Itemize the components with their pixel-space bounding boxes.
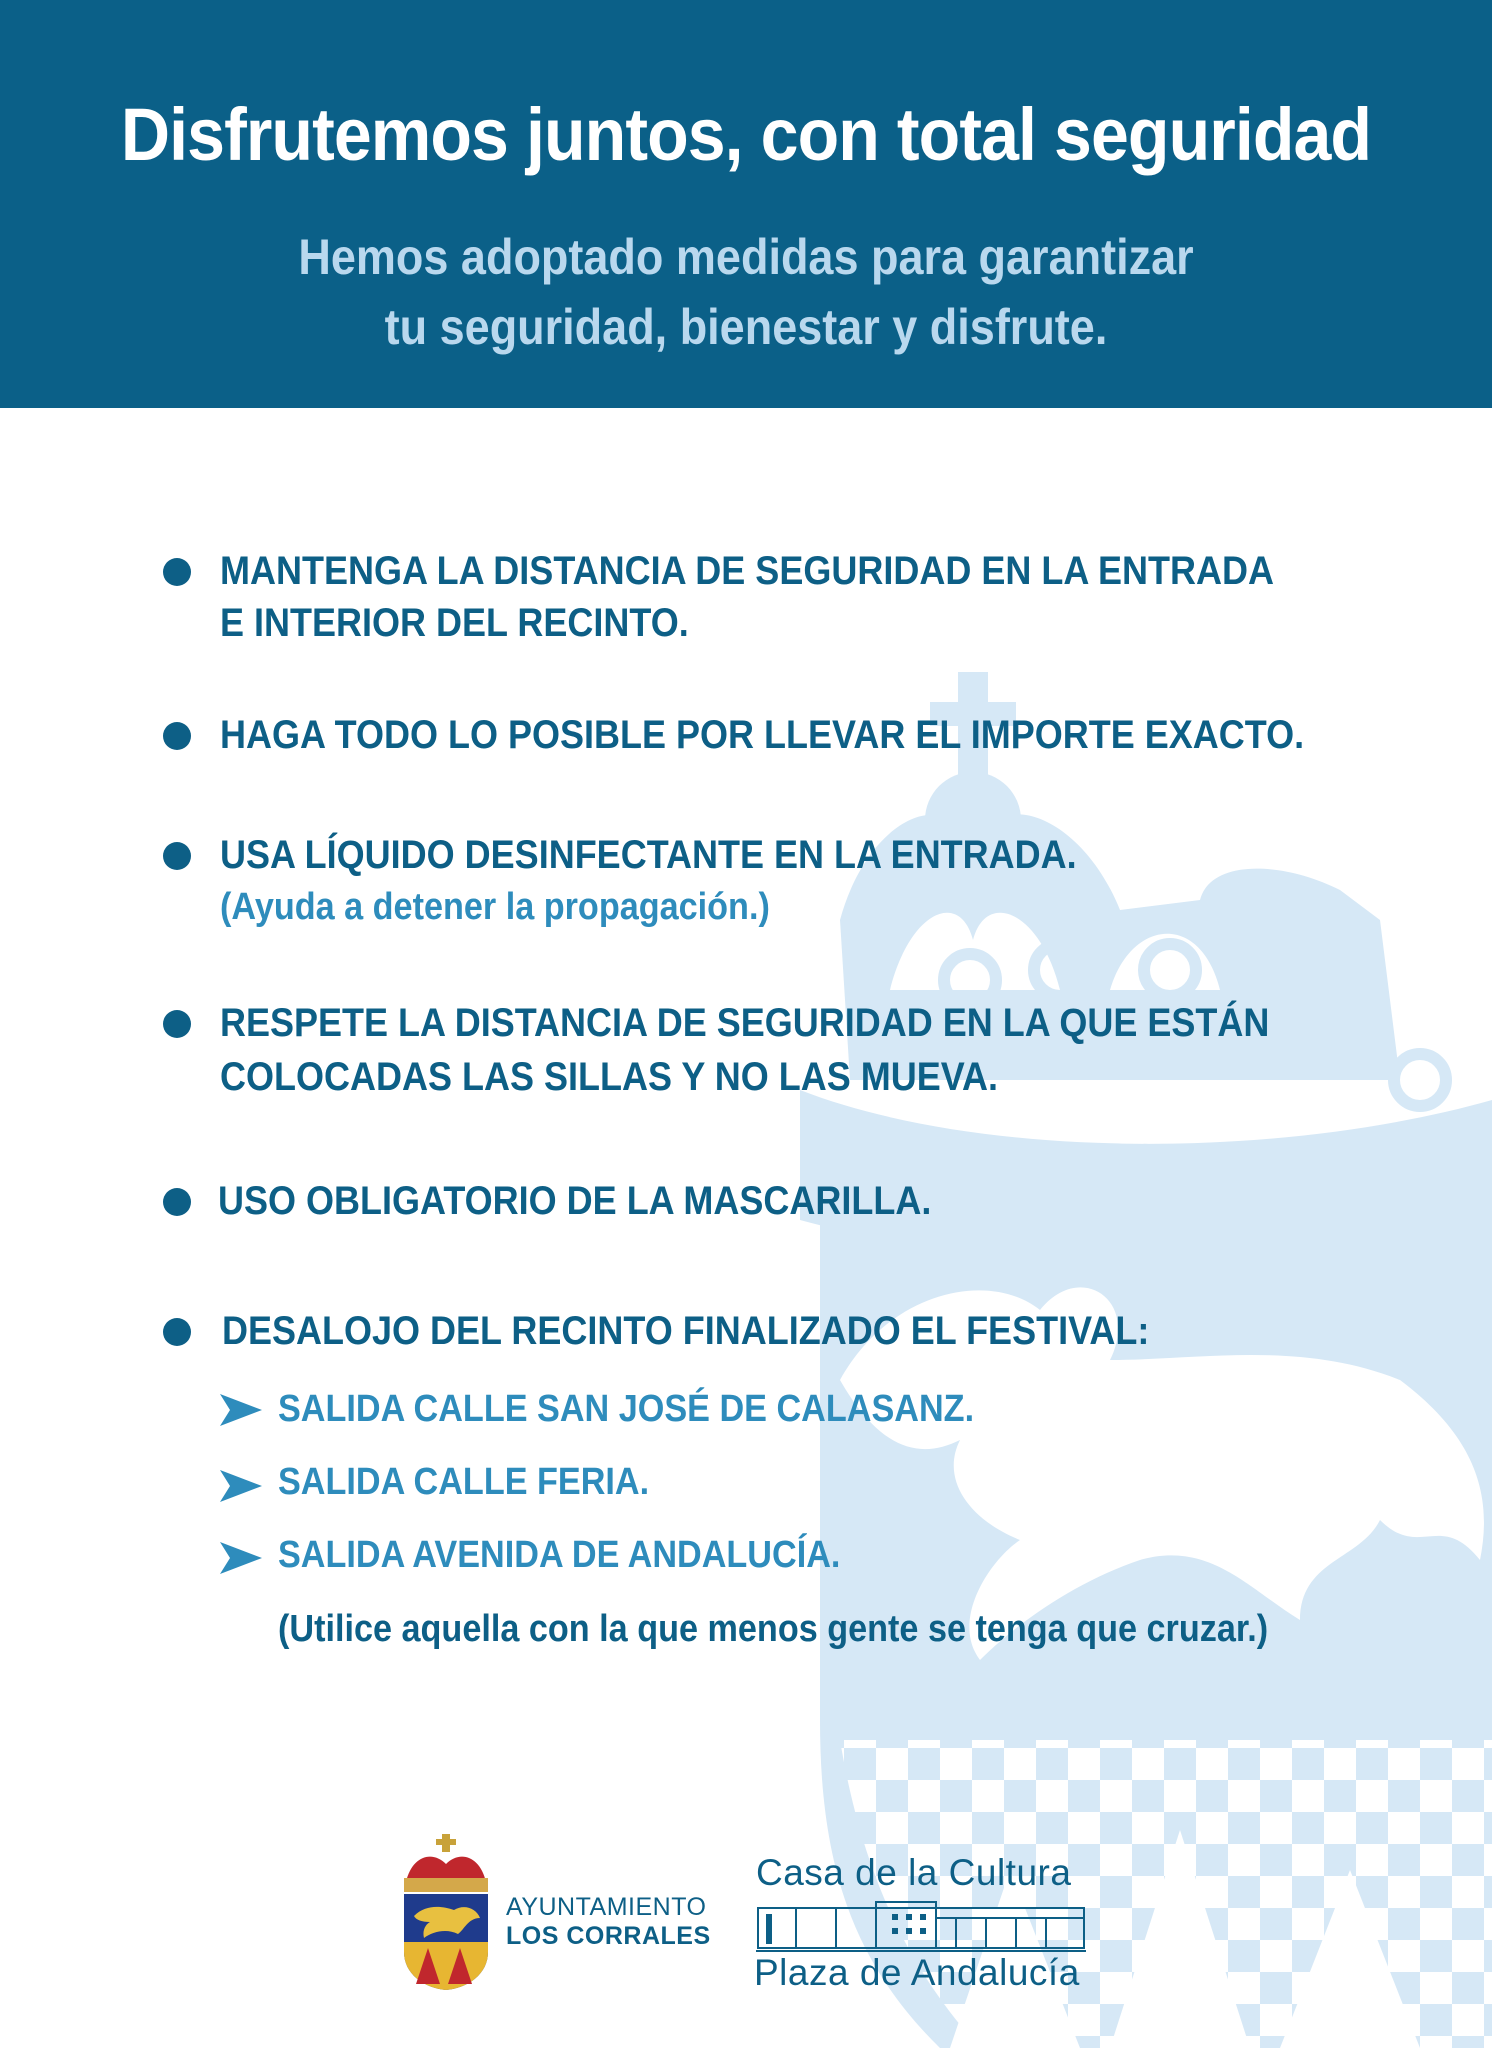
bullet-dot-icon xyxy=(163,558,191,586)
arrow-right-icon xyxy=(220,1542,262,1574)
arrow-right-icon xyxy=(220,1394,262,1426)
ayuntamiento-name: LOS CORRALES xyxy=(506,1922,711,1950)
rule-text-line-1: RESPETE LA DISTANCIA DE SEGURIDAD EN LA QUE ESTÁN xyxy=(220,1001,1270,1045)
casa-cultura-title: Casa de la Cultura xyxy=(756,1852,1072,1893)
coat-of-arms-logo xyxy=(398,1834,494,1992)
rule-text-line-1: DESALOJO DEL RECINTO FINALIZADO EL FESTIVAL: xyxy=(222,1309,1150,1353)
rule-text-line-1: USA LÍQUIDO DESINFECTANTE EN LA ENTRADA. xyxy=(220,833,1077,877)
exit-label: SALIDA CALLE FERIA. xyxy=(278,1461,650,1503)
exit-label: SALIDA AVENIDA DE ANDALUCÍA. xyxy=(278,1534,841,1576)
exits-note: (Utilice aquella con la que menos gente se tenga que cruzar.) xyxy=(278,1608,1269,1650)
subtitle-line-1: Hemos adoptado medidas para garantizar xyxy=(298,229,1194,285)
rule-text-line-1: MANTENGA LA DISTANCIA DE SEGURIDAD EN LA ENTRADA xyxy=(220,549,1274,593)
ayuntamiento-label: AYUNTAMIENTO xyxy=(506,1893,707,1921)
rule-note: (Ayuda a detener la propagación.) xyxy=(220,886,770,928)
subtitle-line-2: tu seguridad, bienestar y disfrute. xyxy=(384,299,1108,355)
bullet-dot-icon xyxy=(163,1318,191,1346)
bullet-dot-icon xyxy=(163,1010,191,1038)
building-icon xyxy=(756,1900,1086,1954)
exit-label: SALIDA CALLE SAN JOSÉ DE CALASANZ. xyxy=(278,1388,975,1430)
casa-cultura-subtitle: Plaza de Andalucía xyxy=(754,1952,1080,1993)
arrow-right-icon xyxy=(220,1470,262,1502)
bullet-dot-icon xyxy=(163,842,191,870)
page-title: Disfrutemos juntos, con total seguridad xyxy=(120,93,1372,176)
rule-text-line-1: HAGA TODO LO POSIBLE POR LLEVAR EL IMPORTE EXACTO. xyxy=(220,713,1305,757)
rule-text-line-2: E INTERIOR DEL RECINTO. xyxy=(220,601,689,645)
header-banner xyxy=(0,0,1492,408)
rule-text-line-2: COLOCADAS LAS SILLAS Y NO LAS MUEVA. xyxy=(220,1055,999,1099)
bullet-dot-icon xyxy=(163,722,191,750)
page-subtitle xyxy=(75,222,1418,362)
rule-text-line-1: USO OBLIGATORIO DE LA MASCARILLA. xyxy=(218,1179,932,1223)
bullet-dot-icon xyxy=(163,1188,191,1216)
